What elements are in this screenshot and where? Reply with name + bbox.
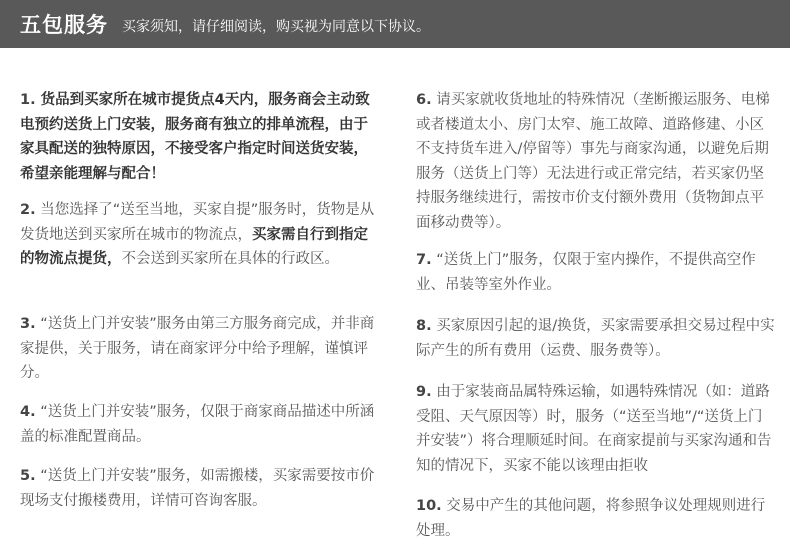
notice-text-emphasis: 买家需自行到指定的物流点提货， xyxy=(20,226,368,267)
notice-item-8 xyxy=(416,314,776,363)
notice-text: 请买家就收货地址的特殊情况（垄断搬运服务、电梯或者楼道太小、房门太窄、施工故障、道路修建、小区不支持货车进入/停留等）事先与商家沟通，以避免后期服务（送货上门等）无法进行或正常完结，若买家仍坚持服务继续进行，需按市价支付额外费用（货物卸点平面移动费等）。 xyxy=(416,92,770,231)
notice-text: “送货上门并安装”服务由第三方服务商完成，并非商家提供，关于服务，请在商家评分中给予理解，谨慎评分。 xyxy=(20,316,375,381)
notice-item-9 xyxy=(416,380,776,478)
notice-text: 交易中产生的其他问题，将参照争议处理规则进行处理。 xyxy=(416,498,766,539)
notice-number: 2. xyxy=(20,202,36,218)
notice-number: 1. xyxy=(20,92,36,108)
notice-number: 8. xyxy=(416,318,432,334)
notice-number: 3. xyxy=(20,316,36,332)
notice-text: “送货上门并安装”服务，仅限于商家商品描述中所涵盖的标准配置商品。 xyxy=(20,404,375,445)
notice-item-3 xyxy=(20,312,382,386)
notice-item-5 xyxy=(20,464,382,513)
notice-number: 9. xyxy=(416,384,432,400)
notice-item-1 xyxy=(20,88,382,186)
notice-item-10 xyxy=(416,494,776,543)
notice-text: 不会送到买家所在具体的行政区。 xyxy=(121,251,339,267)
notice-number: 10. xyxy=(416,498,442,514)
notice-text: 当您选择了“送至当地，买家自提”服务时，货物是从发货地送到买家所在城市的物流点， xyxy=(20,202,375,243)
notice-number: 4. xyxy=(20,404,36,420)
notice-number: 6. xyxy=(416,92,432,108)
notice-item-4 xyxy=(20,400,382,449)
page-subtitle: 买家须知，请仔细阅读，购买视为同意以下协议。 xyxy=(122,19,430,35)
notice-text: 由于家装商品属特殊运输，如遇特殊情况（如：道路受阻、天气原因等）时，服务（“送至当地”/“送货上门并安装”）将合理顺延时间。在商家提前与买家沟通和告知的情况下，买家不能以该理由拒收 xyxy=(416,384,772,474)
notice-text: 货品到买家所在城市提货点4天内，服务商会主动致电预约送货上门安装，服务商有独立的排单流程，由于家具配送的独特原因，不接受客户指定时间送货安装，希望亲能理解与配合！ xyxy=(20,92,370,182)
notice-number: 7. xyxy=(416,252,432,268)
notice-text: “送货上门并安装”服务，如需搬楼，买家需要按市价现场支付搬楼费用，详情可咨询客服。 xyxy=(20,468,375,509)
notice-item-7 xyxy=(416,248,776,297)
page-title: 五包服务 xyxy=(20,13,108,37)
header-bar xyxy=(0,0,790,48)
notice-text: “送货上门”服务，仅限于室内操作，不提供高空作业、吊装等室外作业。 xyxy=(416,252,756,293)
notice-item-6 xyxy=(416,88,776,235)
notice-text: 买家原因引起的退/换货，买家需要承担交易过程中实际产生的所有费用（运费、服务费等）。 xyxy=(416,318,775,359)
notice-item-2 xyxy=(20,198,382,272)
notice-number: 5. xyxy=(20,468,36,484)
